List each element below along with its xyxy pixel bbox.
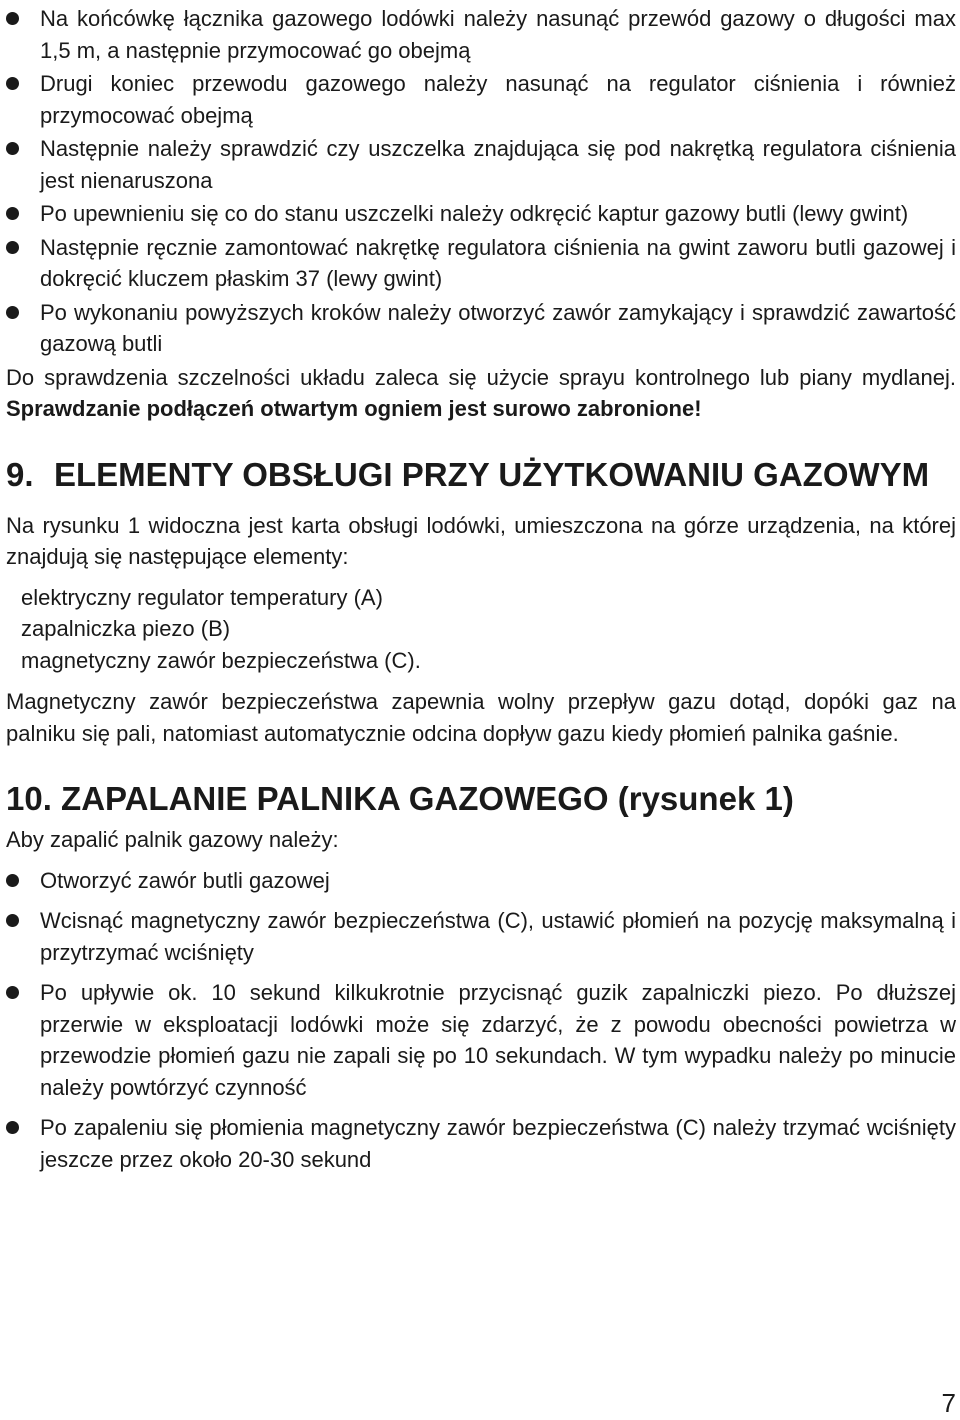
open-flame-warning: Sprawdzanie podłączeń otwartym ogniem jest surowo zabronione! (6, 396, 702, 421)
list-item: Po zapaleniu się płomienia magnetyczny zawór bezpieczeństwa (C) należy trzymać wciśnięty jeszcze przez około 20-30 sekund (6, 1112, 956, 1175)
section-9-heading (6, 450, 956, 500)
safety-valve-paragraph: Magnetyczny zawór bezpieczeństwa zapewnia wolny przepływ gazu dotąd, dopóki gaz na palniku się pali, natomiast automatycznie odcina dopływ gazu kiedy płomień palnika gaśnie. (6, 689, 956, 746)
list-item: magnetyczny zawór bezpieczeństwa (C). (21, 647, 421, 673)
section-9-intro: Na rysunku 1 widoczna jest karta obsługi lodówki, umieszczona na górze urządzenia, na której znajdują się następujące elementy: (6, 512, 956, 569)
section-10-intro: Aby zapalić palnik gazowy należy: (6, 827, 339, 852)
section-9-title: ELEMENTY OBSŁUGI PRZY UŻYTKOWANIU GAZOWYM (54, 455, 930, 493)
ignition-steps-list (6, 865, 956, 1176)
leak-check-note (6, 362, 956, 425)
document-page (6, 0, 956, 1184)
leak-check-text: Do sprawdzenia szczelności układu zaleca się użycie sprayu kontrolnego lub piany mydlanej. (6, 364, 956, 390)
list-item: zapalniczka piezo (B) (21, 616, 231, 641)
connection-steps-list (6, 3, 956, 360)
list-item: elektryczny regulator temperatury (A) (21, 584, 383, 610)
list-item: Po wykonaniu powyższych kroków należy otworzyć zawór zamykający i sprawdzić zawartość gazową butli (6, 297, 956, 360)
list-item: Po upewnieniu się co do stanu uszczelki należy odkręcić kaptur gazowy butli (lewy gwint) (6, 198, 956, 230)
list-item: Następnie należy sprawdzić czy uszczelka znajdująca się pod nakrętką regulatora ciśnienia jest nienaruszona (6, 133, 956, 196)
control-elements-list (6, 582, 956, 677)
list-item: Wcisnąć magnetyczny zawór bezpieczeństwa (C), ustawić płomień na pozycję maksymalną i przytrzymać wciśnięty (6, 905, 956, 968)
list-item: Otworzyć zawór butli gazowej (6, 865, 956, 897)
page-number: 7 (941, 1388, 956, 1418)
list-item: Drugi koniec przewodu gazowego należy nasunąć na regulator ciśnienia i również przymocować obejmą (6, 68, 956, 131)
section-10-heading: 10. ZAPALANIE PALNIKA GAZOWEGO (rysunek 1) (6, 780, 794, 817)
list-item: Po upływie ok. 10 sekund kilkukrotnie przycisnąć guzik zapalniczki piezo. Po dłuższej przerwie w eksploatacji lodówki może się zdarzyć, że z powodu obecności powietrza w przewodzie płomień gazu nie zapali się po 10 sekundach. W tym wypadku należy po minucie należy powtórzyć czynność (6, 977, 956, 1103)
list-item: Następnie ręcznie zamontować nakrętkę regulatora ciśnienia na gwint zaworu butli gazowej i dokręcić kluczem płaskim 37 (lewy gwint) (6, 232, 956, 295)
section-9-number: 9. (6, 455, 34, 493)
list-item: Na końcówkę łącznika gazowego lodówki należy nasunąć przewód gazowy o długości max 1,5 m, a następnie przymocować go obejmą (6, 3, 956, 66)
